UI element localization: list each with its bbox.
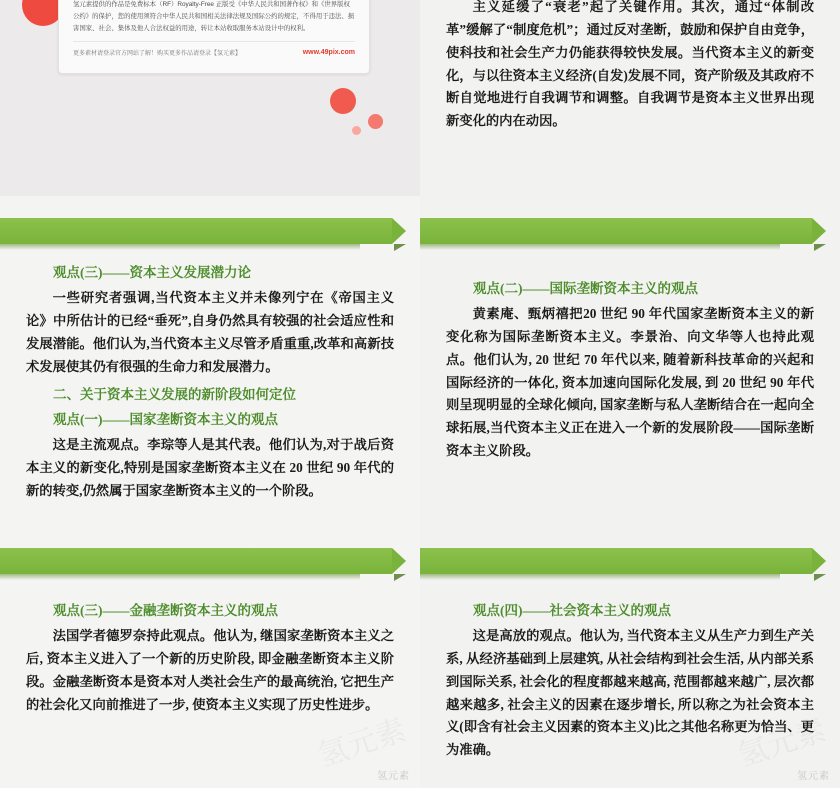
- section-heading: 观点(三)——金融垄断资本主义的观点: [53, 603, 278, 618]
- slide-banner: [0, 218, 392, 244]
- promo-footer-text: 更多素材请登录官方网站了解！购买更多作品请登录【氢元素】: [73, 51, 242, 58]
- promo-cn-block: 氢元素提供的作品是免费标本（RF）Royalty-Free 正版受《中华人民共和国著作权》和《世界版权公约》的保护，您的使用须符合中华人民共和国相关法律法规及国际公约的规定，不得用于违法、损害国家、社会、集体及他人合法权益的用途，转让本站收取服务本站设计中的权利。: [73, 0, 355, 32]
- section-heading: 观点(二)——国际垄断资本主义的观点: [473, 281, 698, 296]
- paragraph: 法国学者德罗奈持此观点。他认为, 继国家垄断资本主义之后, 资本主义进入了一个新的历史阶段, 即金融垄断资本主义阶段。金融垄断资本是资本对人类社会生产的最高统治, 它把生产的社会化又向前推进了一步, 使资本主义实现了历史性进步。: [26, 627, 394, 712]
- slide-potential-theory: [0, 196, 420, 526]
- paragraph: 一些研究者强调,当代资本主义并未像列宁在《帝国主义论》中所估计的已经“垂死”,自身仍然具有较强的社会适应性和发展潜能。他们认为,当代资本主义尽管矛盾重重,改革和高新技术发展使其仍有很强的生命力和发展潜力。: [26, 289, 394, 374]
- section-heading: 观点(三)——资本主义发展潜力论: [53, 265, 251, 280]
- banner-fold-icon: [814, 574, 826, 581]
- banner-fold-icon: [814, 244, 826, 251]
- banner-shadow: [420, 574, 780, 580]
- slide-banner: [420, 548, 812, 574]
- watermark: 氢元素: [797, 771, 830, 782]
- decorative-dot-icon: [368, 114, 383, 129]
- promo-divider: [73, 41, 355, 42]
- paragraph: 主义延缓了“衰老”起了关键作用。其次，通过“体制改革”缓解了“制度危机”；通过反对垄断，鼓励和保护自由竞争，使科技和社会生产力仍能获得较快发展。当代资本主义的新变化，与以往资本主义经济(自发)发展不同，资产阶级及其政府不断自觉地进行自我调节和调整。自我调节是资本主义世界出现新变化的内在动因。: [446, 0, 814, 129]
- banner-fold-icon: [394, 244, 406, 251]
- decorative-dot-icon: [330, 88, 356, 114]
- slide-financial-monopoly: [0, 526, 420, 788]
- slide-international-monopoly: [420, 196, 840, 526]
- banner-shadow: [0, 244, 360, 250]
- paragraph: 这是主流观点。李琮等人是其代表。他们认为,对于战后资本主义的新变化,特别是国家垄断资本主义在 20 世纪 90 年代的新的转变,仍然属于国家垄断资本主义的一个阶段。: [26, 437, 394, 498]
- decorative-dot-icon: [352, 126, 361, 135]
- section-heading: 观点(四)——社会资本主义的观点: [473, 603, 671, 618]
- section-heading: 观点(一)——国家垄断资本主义的观点: [53, 412, 278, 428]
- slide-promo: [0, 0, 420, 196]
- banner-fold-icon: [394, 574, 406, 581]
- promo-url-link[interactable]: www.49pix.com: [302, 49, 355, 57]
- promo-card: [58, 0, 370, 74]
- paragraph: 黄素庵、甄炳禧把20 世纪 90 年代国家垄断资本主义的新变化称为国际垄断资本主义。李景治、向文华等人也持此观点。他们认为, 20 世纪 70 年代以来, 随着新科技革命的兴起和国际经济的一体化, 资本加速向国际化发展, 到 20 世纪 90 年代则呈现明显的全球化倾向, 国家垄断与私人垄断结合在一起向全球拓展,当代资本主义正在进入一个新的发展阶段——国际垄断资本主义阶段。: [446, 305, 814, 459]
- banner-shadow: [420, 244, 780, 250]
- slide-banner: [0, 548, 392, 574]
- section-heading: 二、关于资本主义发展的新阶段如何定位: [53, 387, 296, 403]
- promo-footer: [73, 48, 355, 57]
- slide-social-capitalism: [420, 526, 840, 788]
- slide-continuation: [420, 0, 840, 196]
- paragraph: 这是高放的观点。他认为, 当代资本主义从生产力到生产关系, 从经济基础到上层建筑, 从社会结构到社会生活, 从内部关系到国际关系, 社会化的程度都越来越高, 范围都越来越广, 层次都越来越多, 社会主义的因素在逐步增长, 所以称之为社会资本主义(即含有社会主义因素的资本主义)比之其他名称更为恰当、更为准确。: [446, 627, 814, 758]
- watermark: 氢元素: [377, 771, 410, 782]
- banner-shadow: [0, 574, 360, 580]
- slide-banner: [420, 218, 812, 244]
